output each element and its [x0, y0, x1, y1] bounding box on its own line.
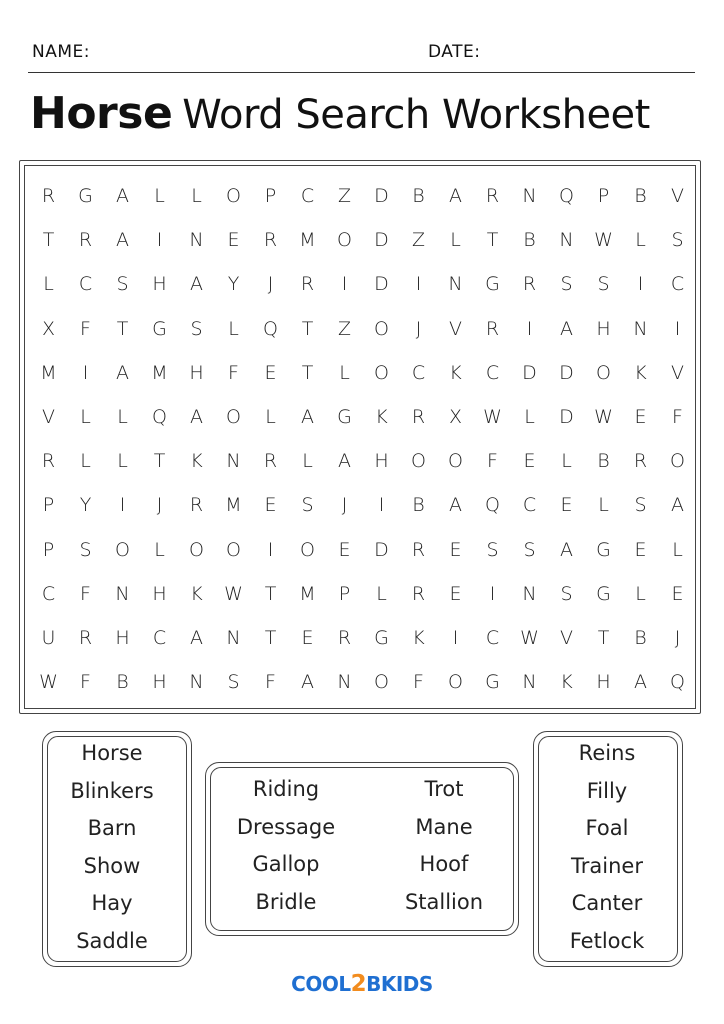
grid-cell: D — [374, 229, 389, 252]
grid-cell: T — [264, 626, 277, 649]
grid-cell: B — [116, 671, 129, 694]
grid-cell: S — [301, 494, 314, 517]
grid-cell: W — [594, 229, 613, 252]
grid-cell: H — [115, 626, 130, 649]
grid-cell: E — [634, 538, 647, 561]
grid-cell: M — [299, 582, 316, 605]
grid-cell: E — [301, 626, 314, 649]
grid-cell: N — [448, 273, 463, 296]
grid-cell: S — [116, 273, 129, 296]
grid-cell: T — [116, 317, 129, 340]
grid-row — [30, 572, 696, 616]
name-date-line — [28, 72, 695, 73]
word-item: Hoof — [419, 852, 469, 877]
grid-cell: Q — [485, 494, 500, 517]
grid-cell: G — [78, 185, 93, 207]
grid-cell: E — [634, 405, 647, 428]
grid-cell: K — [375, 405, 388, 428]
title-topic: Horse — [30, 88, 173, 139]
word-item: Reins — [578, 741, 636, 765]
grid-cell: O — [115, 538, 130, 561]
grid-cell: N — [115, 582, 130, 605]
grid-cell: I — [489, 582, 496, 605]
grid-cell: L — [635, 229, 646, 252]
word-item: Saddle — [76, 928, 148, 953]
grid-cell: V — [42, 405, 55, 428]
grid-cell: X — [41, 317, 56, 340]
grid-cell: N — [337, 671, 352, 694]
grid-cell: K — [449, 361, 462, 384]
grid-cell: H — [152, 273, 167, 296]
grid-cell: A — [116, 361, 129, 384]
grid-cell: E — [264, 494, 277, 517]
grid-cell: J — [267, 273, 274, 296]
grid-cell: M — [40, 361, 57, 384]
grid-cell: L — [154, 185, 165, 207]
grid-cell: B — [412, 185, 425, 207]
grid-cell: L — [80, 450, 91, 473]
word-item: Riding — [252, 777, 320, 801]
grid-cell: K — [190, 450, 203, 473]
grid-cell: N — [226, 450, 241, 473]
grid-cell: E — [671, 582, 684, 605]
grid-cell: T — [42, 229, 55, 252]
grid-cell: A — [449, 494, 462, 517]
title-text: Word Search Worksheet — [182, 92, 650, 138]
grid-row — [30, 439, 696, 483]
grid-cell: B — [634, 626, 647, 649]
grid-cell: O — [411, 450, 426, 473]
grid-cell: A — [190, 405, 203, 428]
grid-cell: R — [41, 185, 56, 207]
word-item: Show — [83, 853, 141, 878]
grid-cell: R — [78, 229, 93, 252]
grid-cell: L — [117, 450, 128, 473]
grid-cell: S — [671, 229, 684, 252]
grid-cell: Y — [227, 273, 240, 296]
word-item: Dressage — [236, 814, 336, 839]
grid-cell: D — [374, 185, 389, 207]
grid-cell: T — [597, 626, 610, 649]
grid-cell: N — [522, 582, 537, 605]
grid-cell: H — [189, 361, 204, 384]
grid-cell: Q — [559, 185, 574, 207]
grid-cell: R — [522, 273, 537, 296]
grid-cell: L — [302, 450, 313, 473]
grid-cell: O — [670, 450, 685, 473]
grid-cell: L — [43, 273, 54, 296]
grid-cell: L — [339, 361, 350, 384]
grid-cell: J — [674, 626, 681, 649]
grid-cell: T — [301, 361, 314, 384]
word-item: Filly — [586, 778, 628, 803]
grid-cell: N — [226, 626, 241, 649]
grid-cell: E — [560, 494, 573, 517]
grid-cell: L — [561, 450, 572, 473]
grid-cell: E — [523, 450, 536, 473]
grid-cell: Q — [263, 317, 278, 340]
grid-cell: I — [267, 538, 274, 561]
grid-cell: A — [190, 626, 203, 649]
grid-cell: P — [42, 538, 55, 561]
grid-cell: Z — [411, 229, 426, 252]
grid-cell: L — [598, 494, 609, 517]
grid-cell: S — [597, 273, 610, 296]
grid-cell: V — [449, 317, 462, 340]
grid-cell: L — [154, 538, 165, 561]
grid-cell: I — [452, 626, 459, 649]
grid-row — [30, 528, 696, 572]
grid-cell: O — [448, 450, 463, 473]
grid-cell: W — [224, 582, 243, 605]
grid-cell: K — [634, 361, 647, 384]
word-item: Barn — [87, 816, 137, 841]
grid-cell: C — [485, 361, 500, 384]
grid-cell: G — [485, 273, 500, 296]
grid-cell: R — [189, 494, 204, 517]
grid-cell: H — [152, 671, 167, 694]
grid-cell: C — [411, 361, 426, 384]
grid-cell: R — [337, 626, 352, 649]
grid-cell: Z — [337, 317, 352, 340]
grid-cell: J — [415, 317, 422, 340]
grid-cell: F — [80, 671, 91, 694]
grid-row — [30, 218, 696, 262]
grid-cell: O — [374, 671, 389, 694]
grid-cell: S — [560, 273, 573, 296]
grid-cell: A — [116, 185, 129, 207]
grid-cell: L — [376, 582, 387, 605]
grid-cell: R — [300, 273, 315, 296]
grid-row — [30, 395, 696, 439]
logo-part-1: COOL — [291, 972, 351, 996]
grid-cell: O — [374, 317, 389, 340]
grid-cell: N — [189, 229, 204, 252]
grid-cell: B — [523, 229, 536, 252]
grid-cell: I — [674, 317, 681, 340]
grid-cell: O — [448, 671, 463, 694]
grid-cell: H — [596, 671, 611, 694]
grid-cell: H — [374, 450, 389, 473]
grid-cell: S — [634, 494, 647, 517]
grid-cell: I — [378, 494, 385, 517]
logo-part-3: BKIDS — [366, 972, 433, 996]
word-item: Foal — [585, 816, 629, 841]
grid-cell: R — [411, 582, 426, 605]
grid-cell: L — [228, 317, 239, 340]
grid-cell: P — [597, 185, 610, 207]
grid-cell: A — [449, 185, 462, 207]
grid-cell: H — [152, 582, 167, 605]
grid-cell: A — [338, 450, 351, 473]
grid-cell: V — [671, 185, 684, 207]
word-item: Mane — [415, 814, 473, 839]
logo-part-2: 2 — [350, 971, 367, 997]
grid-cell: A — [301, 671, 314, 694]
grid-row — [30, 262, 696, 306]
grid-cell: A — [190, 273, 203, 296]
grid-cell: V — [560, 626, 573, 649]
grid-cell: Z — [337, 185, 352, 207]
grid-row — [30, 660, 696, 704]
word-item: Blinkers — [70, 778, 154, 803]
grid-cell: F — [265, 671, 276, 694]
grid-cell: T — [153, 450, 166, 473]
grid-cell: L — [265, 405, 276, 428]
grid-cell: M — [299, 229, 316, 252]
grid-cell: C — [152, 626, 167, 649]
grid-cell: S — [523, 538, 536, 561]
grid-cell: K — [560, 671, 573, 694]
grid-cell: D — [559, 405, 574, 428]
grid-cell: A — [560, 538, 573, 561]
grid-cell: W — [520, 626, 539, 649]
grid-cell: C — [78, 273, 93, 296]
grid-cell: A — [560, 317, 573, 340]
grid-cell: B — [412, 494, 425, 517]
grid-cell: O — [374, 361, 389, 384]
grid-cell: F — [413, 671, 424, 694]
grid-cell: N — [559, 229, 574, 252]
grid-cell: D — [559, 361, 574, 384]
grid-cell: O — [226, 538, 241, 561]
grid-cell: I — [637, 273, 644, 296]
grid-cell: E — [338, 538, 351, 561]
grid-cell: C — [522, 494, 537, 517]
grid-cell: R — [41, 450, 56, 473]
grid-cell: R — [78, 626, 93, 649]
grid-cell: N — [633, 317, 648, 340]
grid-cell: G — [374, 626, 389, 649]
page-title — [30, 88, 650, 139]
grid-cell: N — [522, 185, 537, 207]
word-item: Hay — [91, 891, 133, 916]
grid-cell: C — [300, 185, 315, 207]
grid-cell: M — [151, 361, 168, 384]
grid-cell: I — [156, 229, 163, 252]
grid-cell: P — [264, 185, 277, 207]
word-item: Canter — [571, 891, 643, 916]
grid-cell: S — [560, 582, 573, 605]
grid-cell: F — [228, 361, 239, 384]
grid-cell: G — [596, 538, 611, 561]
grid-cell: B — [597, 450, 610, 473]
word-list-middle-left — [216, 771, 356, 921]
grid-cell: P — [42, 494, 55, 517]
grid-cell: D — [374, 273, 389, 296]
grid-cell: V — [671, 361, 684, 384]
grid-cell: I — [415, 273, 422, 296]
grid-cell: O — [226, 405, 241, 428]
grid-cell: Y — [79, 494, 92, 517]
letter-grid — [30, 174, 696, 704]
word-item: Trainer — [571, 853, 643, 878]
grid-cell: E — [449, 582, 462, 605]
grid-cell: C — [485, 626, 500, 649]
grid-cell: H — [596, 317, 611, 340]
grid-cell: S — [190, 317, 203, 340]
grid-cell: D — [522, 361, 537, 384]
grid-cell: S — [79, 538, 92, 561]
grid-cell: D — [374, 538, 389, 561]
grid-row — [30, 483, 696, 527]
word-list-middle-right — [374, 771, 514, 921]
grid-cell: L — [117, 405, 128, 428]
grid-cell: R — [263, 229, 278, 252]
grid-cell: L — [635, 582, 646, 605]
word-item: Stallion — [404, 889, 484, 914]
word-item: Horse — [81, 741, 143, 765]
grid-cell: I — [341, 273, 348, 296]
grid-cell: J — [341, 494, 348, 517]
grid-cell: R — [485, 185, 500, 207]
grid-cell: N — [189, 671, 204, 694]
grid-cell: F — [80, 317, 91, 340]
word-list-left — [42, 735, 182, 961]
grid-cell: I — [119, 494, 126, 517]
grid-cell: L — [524, 405, 535, 428]
name-label: NAME: — [32, 42, 90, 62]
grid-cell: L — [450, 229, 461, 252]
grid-cell: E — [264, 361, 277, 384]
grid-cell: R — [633, 450, 648, 473]
grid-cell: O — [300, 538, 315, 561]
grid-row — [30, 351, 696, 395]
grid-cell: A — [116, 229, 129, 252]
date-label: DATE: — [428, 42, 481, 62]
word-item: Fetlock — [569, 928, 645, 953]
grid-cell: R — [411, 538, 426, 561]
grid-cell: J — [156, 494, 163, 517]
grid-cell: Q — [152, 405, 167, 428]
grid-cell: L — [191, 185, 202, 207]
word-item: Bridle — [255, 889, 317, 914]
cool2bkids-logo — [286, 967, 438, 1001]
grid-row — [30, 307, 696, 351]
grid-cell: G — [337, 405, 352, 428]
grid-cell: C — [41, 582, 56, 605]
grid-cell: R — [411, 405, 426, 428]
grid-cell: R — [263, 450, 278, 473]
grid-row — [30, 616, 696, 660]
grid-cell: R — [485, 317, 500, 340]
grid-cell: O — [337, 229, 352, 252]
grid-cell: W — [483, 405, 502, 428]
grid-cell: N — [522, 671, 537, 694]
grid-cell: O — [596, 361, 611, 384]
grid-cell: S — [486, 538, 499, 561]
grid-cell: G — [152, 317, 167, 340]
grid-cell: F — [672, 405, 683, 428]
grid-cell: K — [412, 626, 425, 649]
grid-cell: A — [634, 671, 647, 694]
grid-cell: W — [594, 405, 613, 428]
grid-cell: O — [189, 538, 204, 561]
grid-cell: E — [449, 538, 462, 561]
grid-cell: I — [82, 361, 89, 384]
grid-cell: I — [526, 317, 533, 340]
grid-cell: T — [486, 229, 499, 252]
grid-cell: Q — [670, 671, 685, 694]
grid-cell: T — [264, 582, 277, 605]
grid-cell: A — [671, 494, 684, 517]
grid-cell: C — [670, 273, 685, 296]
grid-cell: X — [448, 405, 463, 428]
grid-cell: F — [80, 582, 91, 605]
grid-cell: M — [225, 494, 242, 517]
grid-row — [30, 174, 696, 218]
grid-cell: F — [487, 450, 498, 473]
word-list-right — [537, 735, 677, 961]
grid-cell: E — [227, 229, 240, 252]
word-item: Trot — [424, 777, 464, 801]
grid-cell: L — [80, 405, 91, 428]
grid-cell: P — [338, 582, 351, 605]
grid-cell: T — [301, 317, 314, 340]
grid-cell: W — [39, 671, 58, 694]
grid-cell: G — [596, 582, 611, 605]
grid-cell: U — [41, 626, 56, 649]
grid-cell: S — [227, 671, 240, 694]
grid-cell: L — [672, 538, 683, 561]
grid-cell: K — [190, 582, 203, 605]
grid-cell: G — [485, 671, 500, 694]
word-item: Gallop — [252, 852, 320, 877]
grid-cell: A — [301, 405, 314, 428]
grid-cell: O — [226, 185, 241, 207]
grid-cell: B — [634, 185, 647, 207]
